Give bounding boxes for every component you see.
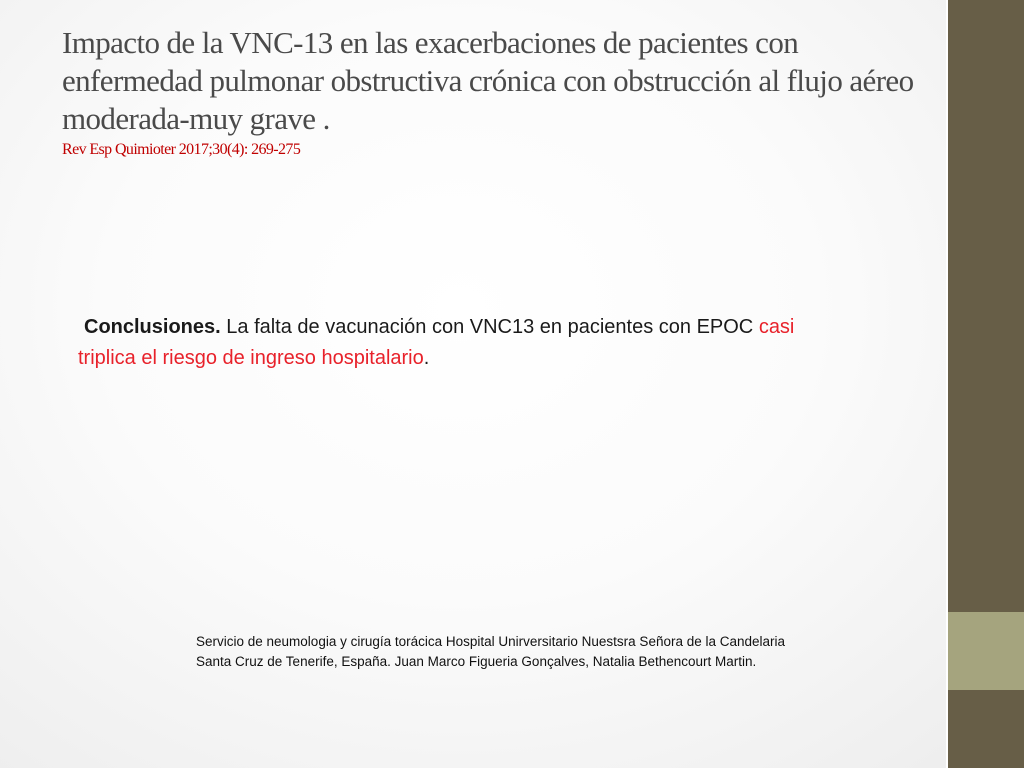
sidebar-band-middle [948,612,1024,690]
sidebar-band-bottom [948,690,1024,768]
conclusion-paragraph [78,312,798,374]
conclusion-text-1: La falta de vacunación con VNC13 en pacientes con EPOC [220,316,759,338]
conclusion-highlight: casi triplica el riesgo de ingreso hospitalario [78,316,795,369]
slide-title [62,24,932,162]
conclusion-lead: Conclusiones. [84,316,221,338]
sidebar-band-top [948,0,1024,612]
title-text: Impacto de la VNC-13 en las exacerbaciones de pacientes con enfermedad pulmonar obstructiva crónica con obstrucción al flujo aéreo moderada-muy grave . [62,25,914,136]
footer-credits [196,632,936,672]
footer-line-2: Santa Cruz de Tenerife, España. Juan Marco Figueria Gonçalves, Natalia Bethencourt Martin. [196,654,757,669]
footer-line-1: Servicio de neumologia y cirugía torácica Hospital Unirversitario Nuestsra Señora de la Candelaria [196,634,786,649]
citation: Rev Esp Quimioter 2017;30(4): 269-275 [62,141,301,158]
conclusion-text-2: . [423,347,430,369]
